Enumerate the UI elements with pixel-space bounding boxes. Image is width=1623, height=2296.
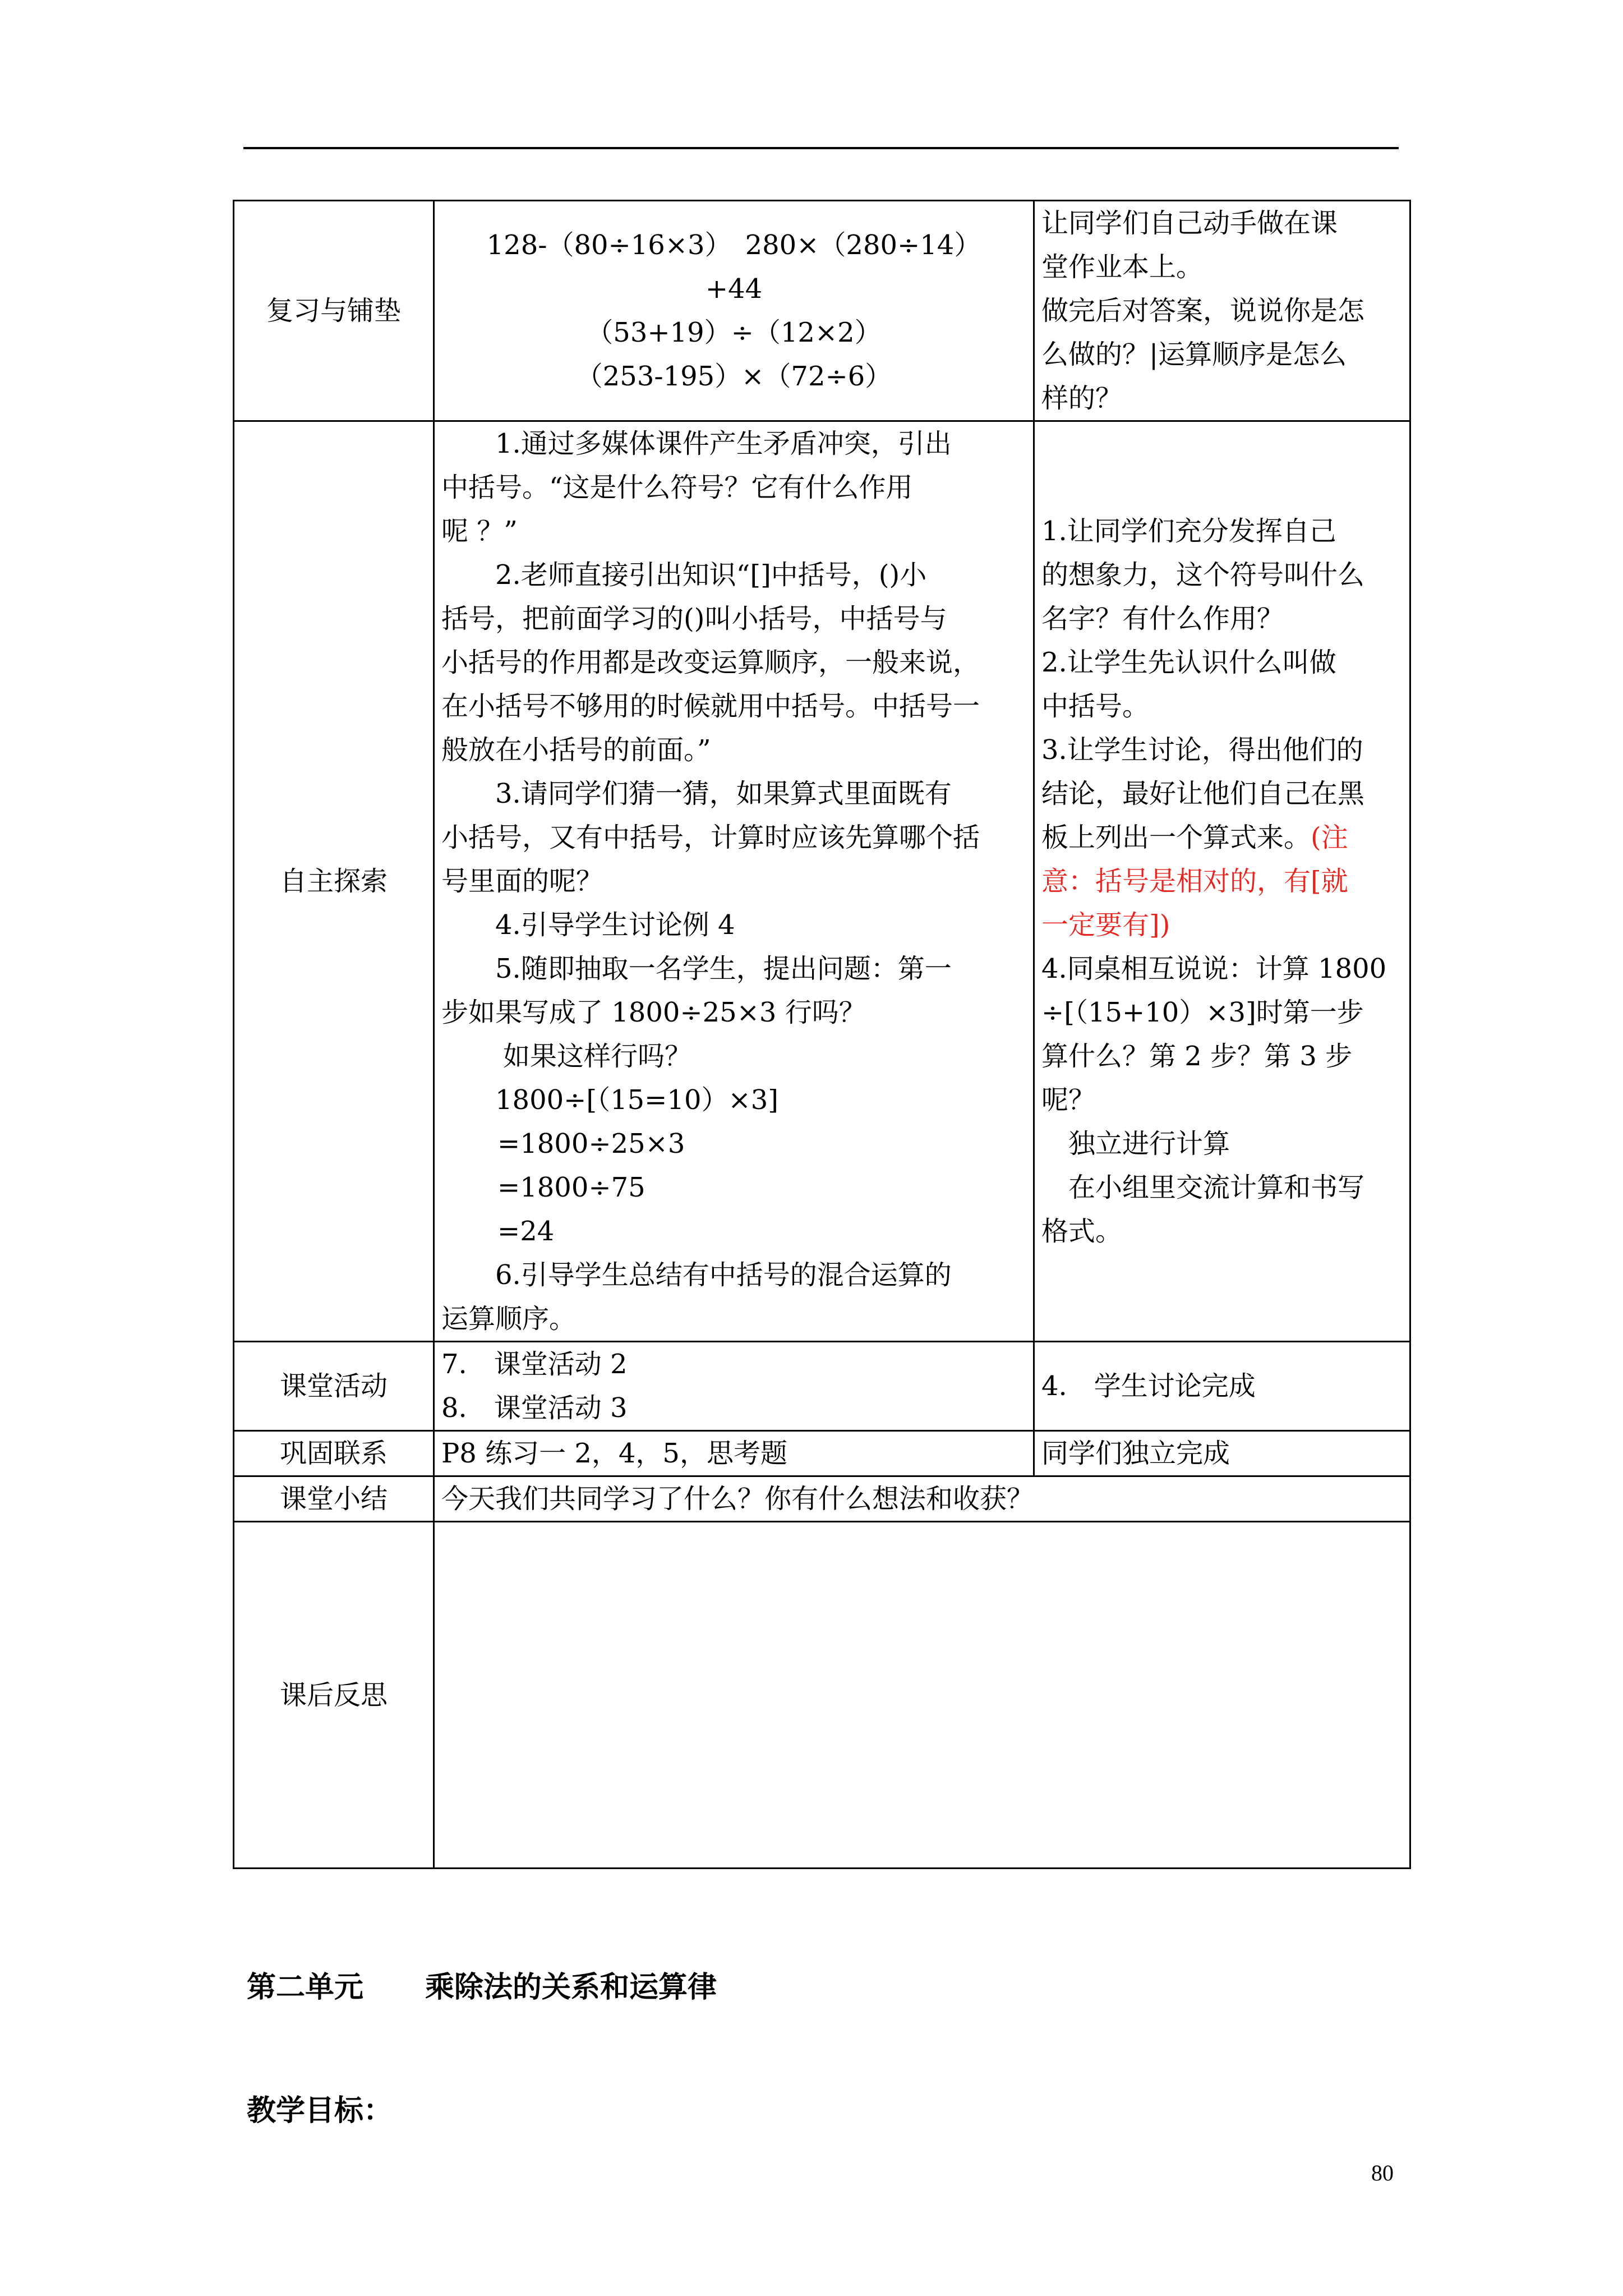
explore-line: 5.随即抽取一名学生，提出问题：第一 [495,953,952,984]
note-line: 独立进行计算 [1068,1128,1230,1159]
caution-note: 一定要有]) [1041,909,1170,941]
note-line: 在小组里交流计算和书写 [1068,1172,1365,1203]
note-line: 算什么？第 2 步？第 3 步 [1041,1041,1353,1072]
unit-name: 乘除法的关系和运算律 [425,1970,717,2004]
explore-line: 在小括号不够用的时候就用中括号。中括号一 [441,691,980,722]
review-label: 复习与铺垫 [234,201,434,421]
activity-line: 8. 课堂活动 3 [441,1392,628,1424]
note-line: 名字？有什么作用？ [1041,603,1284,634]
explore-line: =24 [497,1216,555,1247]
reflection-row [234,1522,1410,1869]
explore-line: 小括号的作用都是改变运算顺序，一般来说， [441,647,980,678]
note-line: 么做的？|运算顺序是怎么 [1041,339,1347,370]
explore-note [1034,421,1410,1342]
note-line: 结论，最好让他们自己在黑 [1041,778,1365,809]
review-line: +44 [705,273,763,305]
explore-line: 运算顺序。 [441,1303,577,1335]
note-line: 3.让学生讨论，得出他们的 [1041,734,1363,766]
summary-label: 课堂小结 [234,1476,434,1522]
note-line: 4.同桌相互说说：计算 1800 [1041,953,1387,984]
explore-line: 3.请同学们猜一猜，如果算式里面既有 [495,778,952,809]
explore-row [234,421,1410,1342]
summary-row [234,1476,1410,1522]
explore-line: 4.引导学生讨论例 4 [495,909,735,941]
review-line: 128-（80÷16×3） 280×（280÷14） [486,229,981,261]
note-line: 做完后对答案，说说你是怎 [1041,295,1365,326]
note-line: 让同学们自己动手做在课 [1041,208,1338,239]
reflection-label: 课后反思 [234,1522,434,1869]
lesson-plan-table [233,200,1411,1869]
explore-line: 步如果写成了 1800÷25×3 行吗？ [441,997,866,1028]
explore-line: 1.通过多媒体课件产生矛盾冲突，引出 [495,428,952,459]
note-line: 呢？ [1041,1084,1096,1116]
caution-note: (注 [1311,822,1348,853]
explore-label: 自主探索 [234,421,434,1342]
caution-note: 意：括号是相对的，有[就 [1041,866,1348,897]
note-line: ÷[（15+10）×3]时第一步 [1041,997,1364,1028]
note-line: 格式。 [1041,1216,1123,1247]
note-line: 中括号。 [1041,691,1150,722]
activity-row [234,1342,1410,1431]
note-line [1041,816,1403,859]
practice-note: 同学们独立完成 [1034,1431,1410,1476]
explore-line: 1800÷[（15=10）×3] [495,1084,778,1116]
explore-line: 中括号。“这是什么符号？它有什么作用 [441,472,913,503]
unit-title [247,1963,717,2005]
summary-content: 今天我们共同学习了什么？你有什么想法和收获？ [434,1476,1410,1522]
explore-line: 小括号，又有中括号，计算时应该先算哪个括 [441,822,980,853]
unit-number: 第二单元 [247,1970,364,2004]
note-line: 堂作业本上。 [1041,251,1204,283]
activity-label: 课堂活动 [234,1342,434,1431]
reflection-content [434,1522,1410,1869]
explore-content [434,421,1034,1342]
note-text: 板上列出一个算式来。 [1041,822,1311,853]
explore-line: 般放在小括号的前面。” [441,734,711,766]
review-line: （253-195）×（72÷6） [575,361,892,392]
explore-line: 括号，把前面学习的()叫小括号，中括号与 [441,603,947,634]
explore-line: =1800÷75 [497,1172,645,1203]
explore-line: 如果这样行吗？ [503,1041,692,1072]
note-line: 1.让同学们充分发挥自己 [1041,516,1336,547]
explore-line: 6.引导学生总结有中括号的混合运算的 [495,1259,952,1291]
review-content [434,201,1034,421]
review-row [234,201,1410,421]
explore-line: 呢 ？” [441,516,518,547]
activity-content [434,1342,1034,1431]
note-line: 样的？ [1041,383,1123,414]
explore-line: =1800÷25×3 [497,1128,685,1159]
teaching-goals-heading: 教学目标： [247,2093,393,2128]
review-note [1034,201,1410,421]
practice-row [234,1431,1410,1476]
practice-content: P8 练习一 2，4，5，思考题 [434,1431,1034,1476]
page-number: 80 [1371,2160,1394,2185]
activity-note: 4. 学生讨论完成 [1034,1342,1410,1431]
header-rule [243,147,1399,149]
activity-line: 7. 课堂活动 2 [441,1349,628,1380]
note-line: 2.让学生先认识什么叫做 [1041,647,1336,678]
explore-line: 2.老师直接引出知识“[]中括号，()小 [495,559,927,591]
explore-line: 号里面的呢？ [441,866,603,897]
review-line: （53+19）÷（12×2） [586,317,882,348]
note-line: 的想象力，这个符号叫什么 [1041,559,1365,591]
practice-label: 巩固联系 [234,1431,434,1476]
